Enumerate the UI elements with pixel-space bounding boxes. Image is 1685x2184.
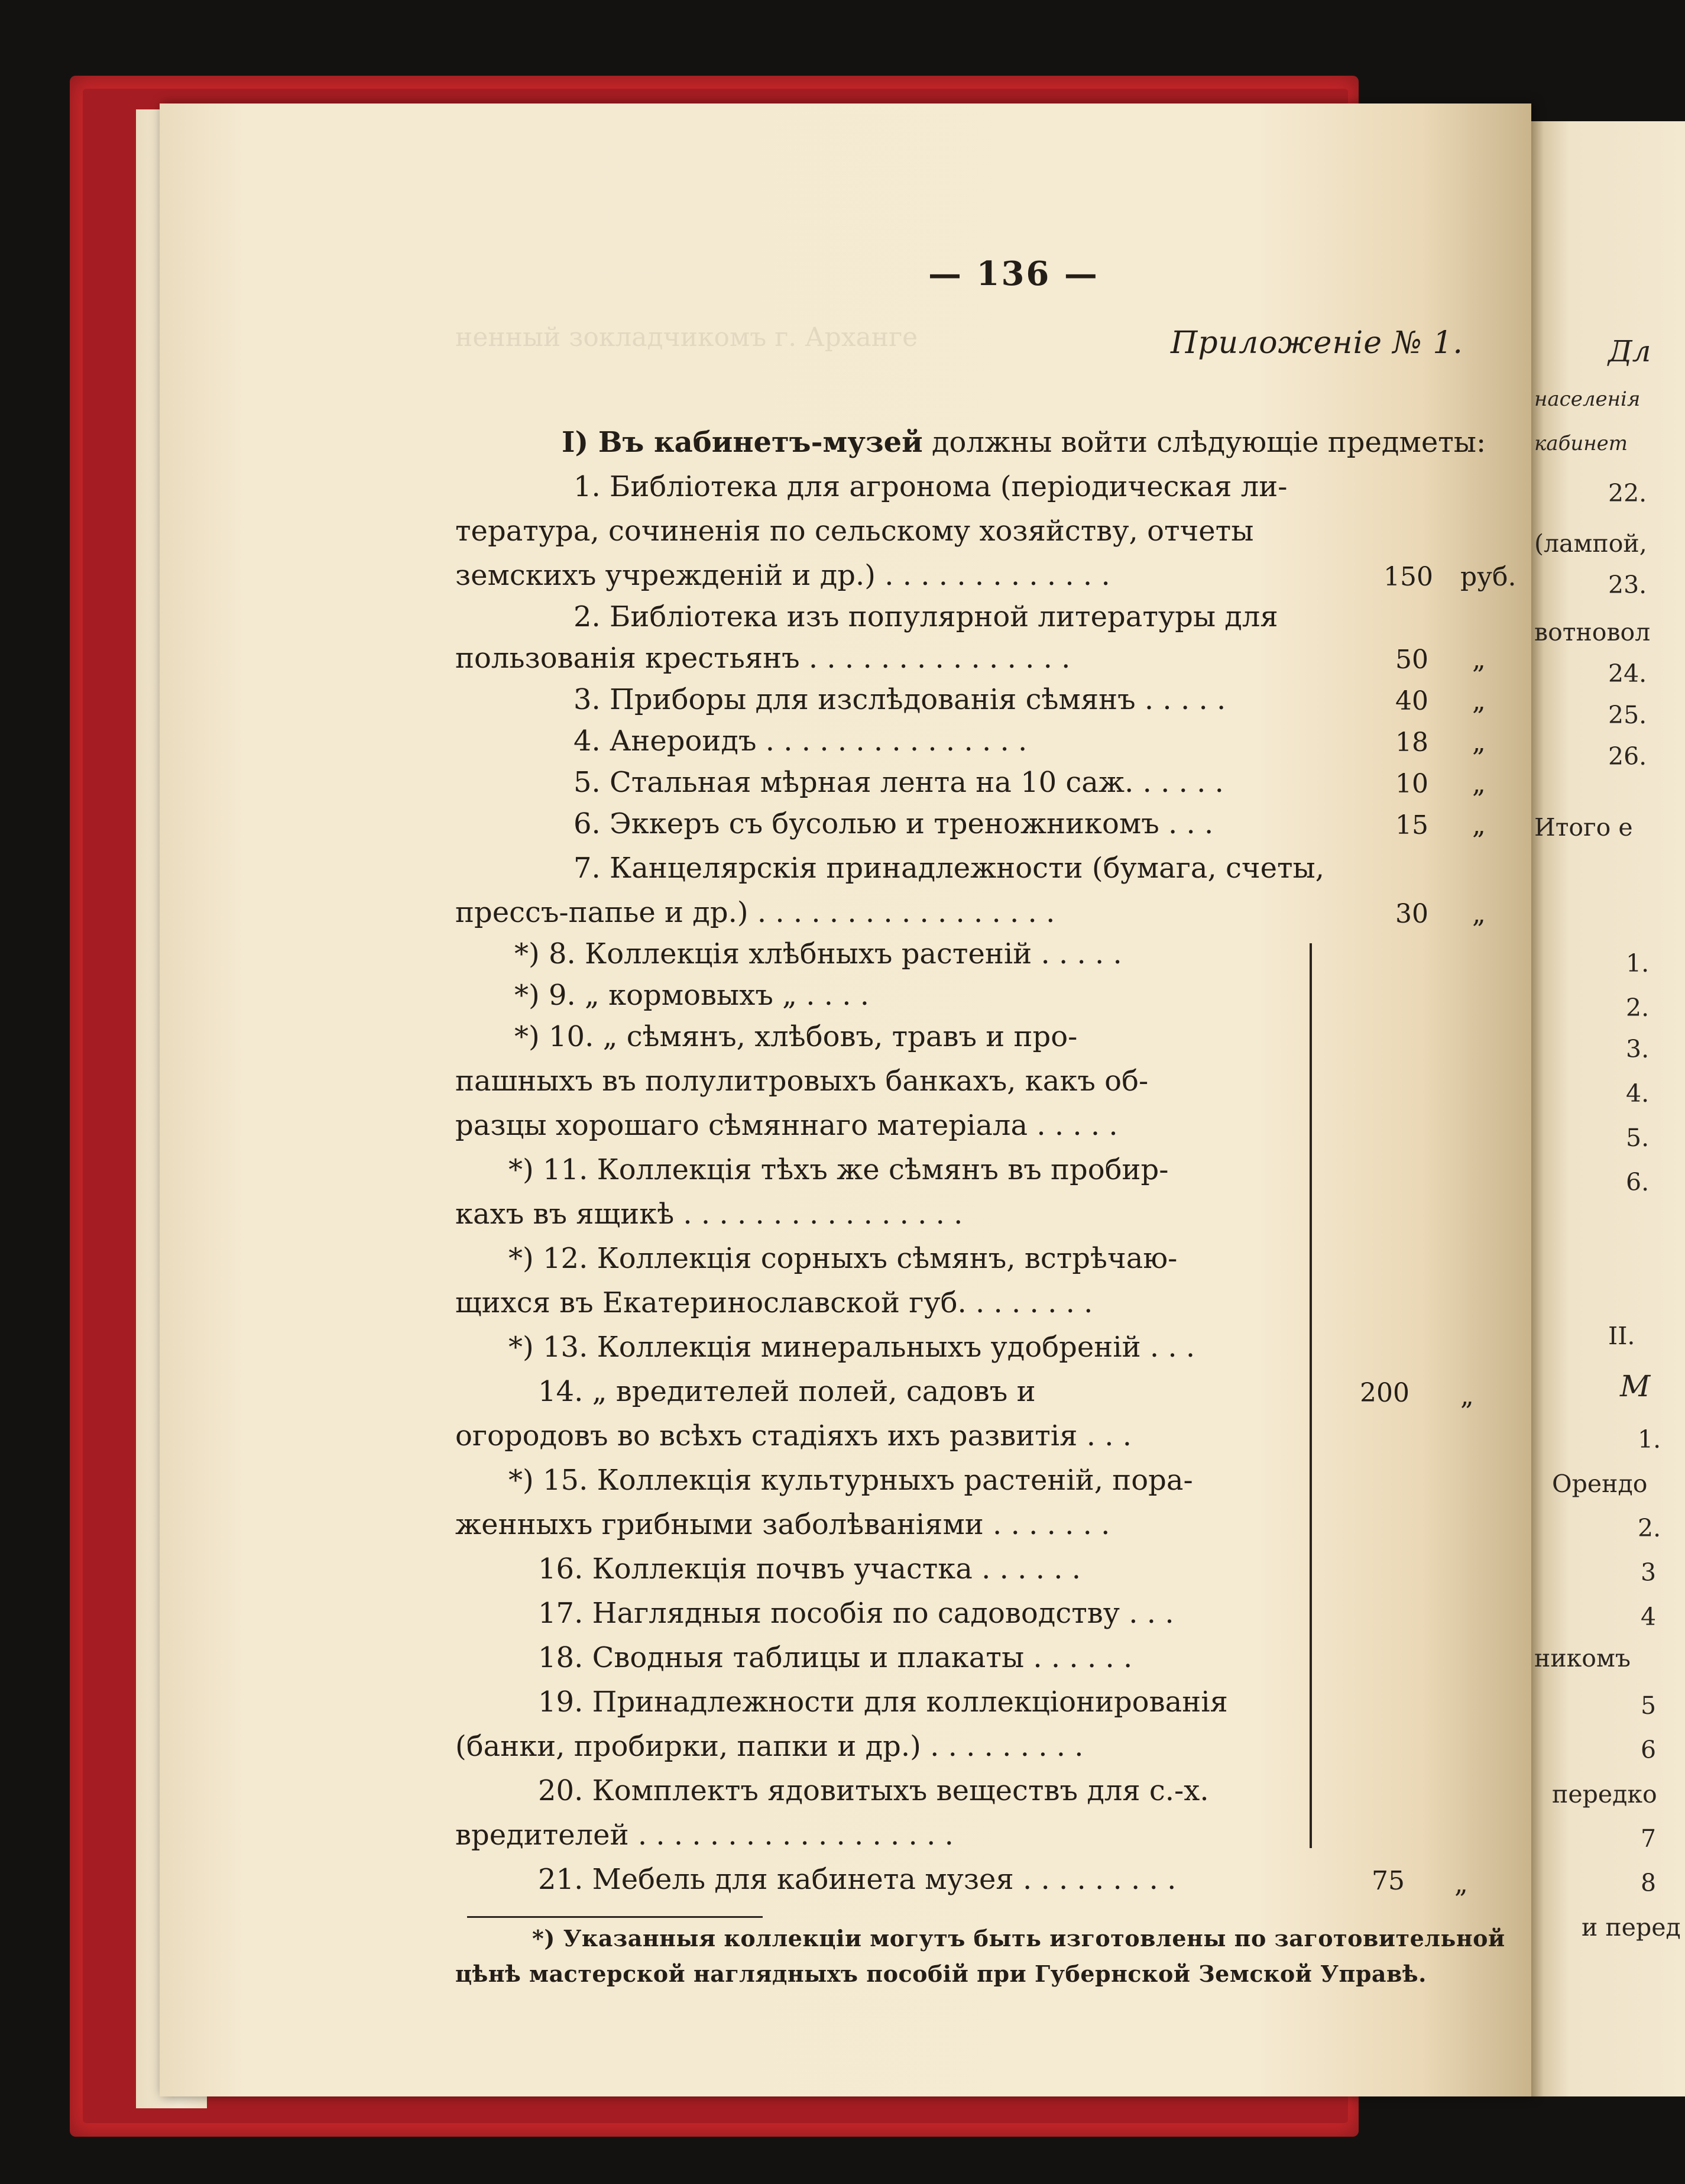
rp-line-29: 7 (1641, 1824, 1657, 1853)
group-line-9: щихся въ Екатеринославской губ. . . . . . . . (455, 1286, 1093, 1319)
group-line-12: огородовъ во всѣхъ стадіяхъ ихъ развитія . . . (455, 1419, 1132, 1452)
rp-line-7: вотновол (1534, 618, 1651, 646)
item-5-price: 10 (1395, 769, 1428, 799)
rp-line-22: 2. (1638, 1514, 1661, 1542)
rp-line-13: 2. (1626, 994, 1650, 1022)
item-4-price: 18 (1395, 727, 1428, 758)
group-line-4: пашныхъ въ полулитровыхъ банкахъ, какъ об- (455, 1065, 1149, 1098)
item-3-line-1: 3. Приборы для изслѣдованія сѣмянъ . . . . . (573, 683, 1226, 716)
intro-line (562, 426, 1486, 459)
item-1-unit: руб. (1460, 562, 1516, 592)
group-line-20: 20. Комплектъ ядовитыхъ веществъ для с.-х. (538, 1774, 1209, 1807)
rp-line-1: Дл (1608, 334, 1651, 368)
item-3-unit: „ (1472, 686, 1486, 716)
rp-line-19: М (1620, 1369, 1651, 1403)
rp-line-10: 26. (1608, 742, 1647, 771)
group-line-11: 14. „ вредителей полей, садовъ и (538, 1375, 1036, 1408)
group-line-21: вредителей . . . . . . . . . . . . . . . . . . (455, 1819, 954, 1852)
rp-line-8: 24. (1608, 659, 1647, 688)
rp-line-9: 25. (1608, 701, 1647, 729)
item-5-line-1: 5. Стальная мѣрная лента на 10 саж. . . . . . (573, 766, 1224, 799)
group-line-15: 16. Коллекція почвъ участка . . . . . . (538, 1552, 1081, 1586)
rp-line-26: 5 (1641, 1691, 1657, 1720)
group-line-5: разцы хорошаго сѣмяннаго матеріала . . . . . (455, 1109, 1118, 1142)
rp-line-28: передко (1552, 1780, 1657, 1808)
item-21-price: 75 (1372, 1866, 1405, 1896)
group-line-1: *) 8. Коллекція хлѣбныхъ растеній . . . . . (514, 937, 1122, 970)
rp-line-23: 3 (1641, 1558, 1657, 1587)
group-brace (1304, 943, 1312, 1848)
rp-line-31: и перед (1582, 1913, 1681, 1942)
rp-line-21: Орендо (1552, 1470, 1648, 1498)
intro-rest: должны войти слѣдующіе предметы: (931, 426, 1486, 459)
footnote-rule (467, 1916, 763, 1918)
group-line-17: 18. Сводныя таблицы и плакаты . . . . . . (538, 1641, 1133, 1674)
item-1-price: 150 (1383, 562, 1433, 592)
rp-line-14: 3. (1626, 1035, 1650, 1063)
item-21-unit: „ (1454, 1869, 1468, 1899)
group-line-6: *) 11. Коллекція тѣхъ же сѣмянъ въ пробир- (508, 1153, 1169, 1186)
rp-line-16: 5. (1626, 1124, 1650, 1152)
left-page (160, 103, 1531, 2096)
item-7-line-1: 7. Канцелярскія принадлежности (бумага, счеты, (573, 852, 1325, 885)
footnote-line-1: *) Указанныя коллекціи могутъ быть изготовлены по заготовительной (532, 1925, 1505, 1952)
item-4-unit: „ (1472, 727, 1486, 758)
item-7-price: 30 (1395, 899, 1428, 929)
item-2-price: 50 (1395, 645, 1428, 675)
group-line-13: *) 15. Коллекція культурныхъ растеній, пора- (508, 1464, 1193, 1497)
group-line-14: женныхъ грибными заболѣваніями . . . . . . . (455, 1508, 1110, 1541)
footnote-line-2: цѣнѣ мастерской наглядныхъ пособій при Губернской Земской Управѣ. (455, 1960, 1427, 1987)
group-line-19: (банки, пробирки, папки и др.) . . . . . . . . . (455, 1730, 1084, 1763)
rp-line-5: (лампой, (1534, 529, 1647, 558)
group-unit: „ (1460, 1381, 1474, 1411)
group-line-2: *) 9. „ кормовыхъ „ . . . . (514, 979, 870, 1012)
item-4-line-1: 4. Анероидъ . . . . . . . . . . . . . . . (573, 724, 1028, 758)
item-6-line-1: 6. Эккеръ съ бусолью и треножникомъ . . . (573, 807, 1214, 840)
item-2-line-2: пользованія крестьянъ . . . . . . . . . . . . . . . (455, 642, 1071, 675)
intro-bold: I) Въ кабинетъ-музей (562, 426, 923, 459)
page-number: — 136 — (928, 254, 1099, 293)
rp-line-27: 6 (1641, 1736, 1657, 1764)
item-1-line-3: земскихъ учрежденій и др.) . . . . . . . . . . . . . (455, 559, 1110, 592)
item-7-line-2: прессъ-папье и др.) . . . . . . . . . . . . . . . . . (455, 896, 1055, 929)
rp-line-15: 4. (1626, 1079, 1650, 1108)
rp-line-6: 23. (1608, 571, 1647, 599)
item-21: 21. Мебель для кабинета музея . . . . . . . . . (538, 1863, 1177, 1896)
bleed-through: ненный зокладчикомъ г. Арханге (455, 322, 918, 352)
rp-line-30: 8 (1641, 1869, 1657, 1897)
right-page (1531, 121, 1685, 2096)
item-1-line-1: 1. Библіотека для агронома (періодическая ли- (573, 470, 1288, 503)
rp-line-18: II. (1608, 1322, 1635, 1350)
appendix-title: Приложеніе № 1. (1171, 325, 1463, 361)
group-line-3: *) 10. „ сѣмянъ, хлѣбовъ, травъ и про- (514, 1020, 1078, 1053)
item-1-line-2: тература, сочиненія по сельскому хозяйству, отчеты (455, 515, 1254, 548)
group-line-10: *) 13. Коллекція минеральныхъ удобреній . . . (508, 1331, 1195, 1364)
item-6-unit: „ (1472, 810, 1486, 840)
group-price: 200 (1360, 1378, 1409, 1408)
group-line-16: 17. Наглядныя пособія по садоводству . . . (538, 1597, 1174, 1630)
rp-line-25: никомъ (1534, 1644, 1631, 1672)
rp-line-4: 22. (1608, 479, 1647, 507)
rp-line-20: 1. (1638, 1425, 1661, 1454)
rp-line-11: Итого е (1534, 813, 1633, 842)
item-5-unit: „ (1472, 769, 1486, 799)
rp-line-3: кабинет (1534, 432, 1628, 455)
rp-line-12: 1. (1626, 949, 1650, 978)
item-7-unit: „ (1472, 899, 1486, 929)
item-6-price: 15 (1395, 810, 1428, 840)
item-3-price: 40 (1395, 686, 1428, 716)
rp-line-2: населенія (1534, 387, 1641, 411)
item-2-line-1: 2. Библіотека изъ популярной литературы для (573, 600, 1278, 633)
group-line-18: 19. Принадлежности для коллекціонированія (538, 1685, 1228, 1719)
rp-line-24: 4 (1641, 1603, 1657, 1631)
item-2-unit: „ (1472, 645, 1486, 675)
rp-line-17: 6. (1626, 1168, 1650, 1196)
group-line-7: кахъ въ ящикѣ . . . . . . . . . . . . . . . . (455, 1198, 963, 1231)
group-line-8: *) 12. Коллекція сорныхъ сѣмянъ, встрѣчаю- (508, 1242, 1178, 1275)
